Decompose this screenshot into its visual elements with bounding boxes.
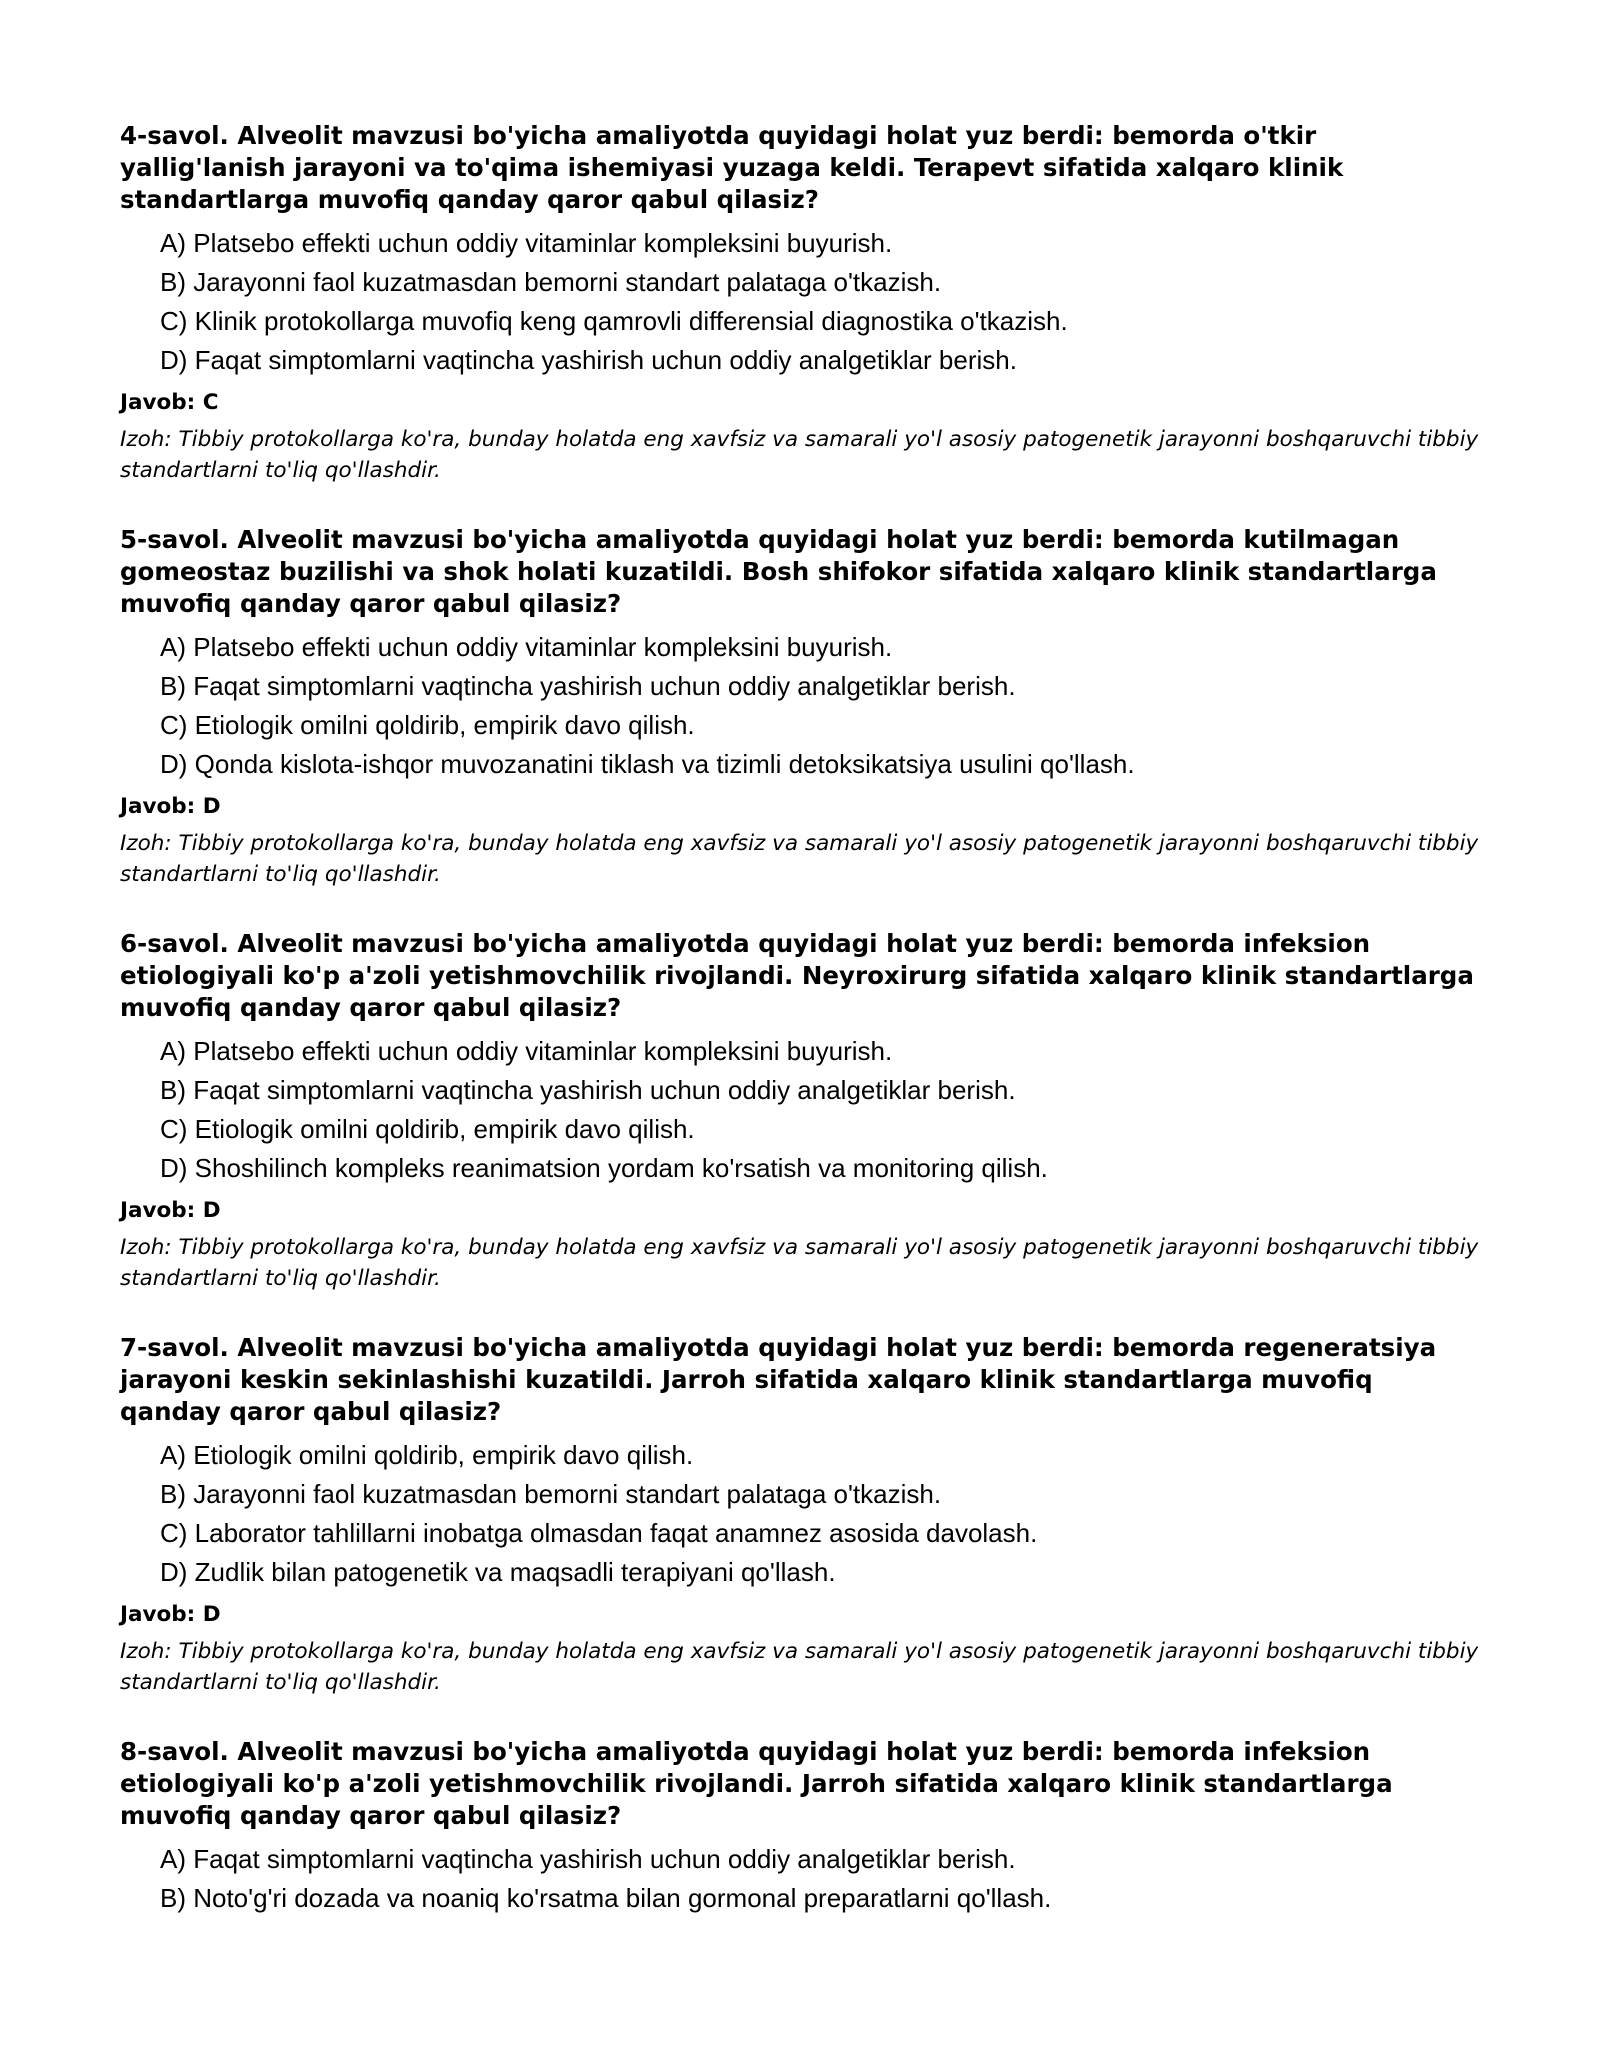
question-text: 7-savol. Alveolit mavzusi bo'yicha amaliyotda quyidagi holat yuz berdi: bemorda regeneratsiya jarayoni keskin sekinlashishi kuzatildi. Jarroh sifatida xalqaro klinik standartlarga muvofiq qanday qaror qabul qilasiz? (120, 1333, 1437, 1426)
option-d: D) Qonda kislota-ishqor muvozanatini tiklash va tizimli detoksikatsiya usulini qo'llash. (160, 749, 1135, 779)
explanation: Izoh: Tibbiy protokollarga ko'ra, bunday holatda eng xavfsiz va samarali yo'l asosiy patogenetik jarayonni boshqaruvchi tibbiy standartlarni to'liq qo'llashdir. (120, 1235, 1479, 1291)
document-page (120, 120, 1480, 1956)
option-b: B) Faqat simptomlarni vaqtincha yashirish uchun oddiy analgetiklar berish. (160, 671, 1016, 701)
option-a: A) Faqat simptomlarni vaqtincha yashirish uchun oddiy analgetiklar berish. (160, 1844, 1016, 1874)
option-a: A) Platsebo effekti uchun oddiy vitaminlar kompleksini buyurish. (160, 632, 893, 662)
question-text: 5-savol. Alveolit mavzusi bo'yicha amaliyotda quyidagi holat yuz berdi: bemorda kutilmagan gomeostaz buzilishi va shok holati kuzatildi. Bosh shifokor sifatida xalqaro klinik standartlarga muvofiq qanday qaror qabul qilasiz? (120, 525, 1437, 618)
option-d: D) Zudlik bilan patogenetik va maqsadli terapiyani qo'llash. (160, 1557, 836, 1587)
options-list (120, 1840, 1480, 1918)
option-a: A) Etiologik omilni qoldirib, empirik davo qilish. (160, 1440, 694, 1470)
option-a: A) Platsebo effekti uchun oddiy vitaminlar kompleksini buyurish. (160, 228, 893, 258)
option-d: D) Faqat simptomlarni vaqtincha yashirish uchun oddiy analgetiklar berish. (160, 345, 1017, 375)
answer: Javob: D (120, 1198, 221, 1223)
question-8 (120, 1736, 1480, 1918)
answer: Javob: D (120, 1602, 221, 1627)
explanation: Izoh: Tibbiy protokollarga ko'ra, bunday holatda eng xavfsiz va samarali yo'l asosiy patogenetik jarayonni boshqaruvchi tibbiy standartlarni to'liq qo'llashdir. (120, 1639, 1479, 1695)
question-7 (120, 1332, 1480, 1698)
option-c: C) Klinik protokollarga muvofiq keng qamrovli differensial diagnostika o'tkazish. (160, 306, 1068, 336)
question-text: 4-savol. Alveolit mavzusi bo'yicha amaliyotda quyidagi holat yuz berdi: bemorda o'tkir yallig'lanish jarayoni va to'qima ishemiyasi yuzaga keldi. Terapevt sifatida xalqaro klinik standartlarga muvofiq qanday qaror qabul qilasiz? (120, 121, 1344, 214)
option-b: B) Jarayonni faol kuzatmasdan bemorni standart palataga o'tkazish. (160, 267, 942, 297)
option-c: C) Etiologik omilni qoldirib, empirik davo qilish. (160, 710, 695, 740)
option-b: B) Faqat simptomlarni vaqtincha yashirish uchun oddiy analgetiklar berish. (160, 1075, 1016, 1105)
answer: Javob: C (120, 390, 219, 415)
question-text: 6-savol. Alveolit mavzusi bo'yicha amaliyotda quyidagi holat yuz berdi: bemorda infeksion etiologiyali ko'p a'zoli yetishmovchilik rivojlandi. Neyroxirurg sifatida xalqaro klinik standartlarga muvofiq qanday qaror qabul qilasiz? (120, 929, 1474, 1022)
options-list (120, 628, 1480, 784)
question-text: 8-savol. Alveolit mavzusi bo'yicha amaliyotda quyidagi holat yuz berdi: bemorda infeksion etiologiyali ko'p a'zoli yetishmovchilik rivojlandi. Jarroh sifatida xalqaro klinik standartlarga muvofiq qanday qaror qabul qilasiz? (120, 1737, 1393, 1830)
option-c: C) Laborator tahlillarni inobatga olmasdan faqat anamnez asosida davolash. (160, 1518, 1038, 1548)
options-list (120, 1032, 1480, 1188)
question-6 (120, 928, 1480, 1294)
question-5 (120, 524, 1480, 890)
option-b: B) Noto'g'ri dozada va noaniq ko'rsatma bilan gormonal preparatlarni qo'llash. (160, 1883, 1052, 1913)
option-d: D) Shoshilinch kompleks reanimatsion yordam ko'rsatish va monitoring qilish. (160, 1153, 1048, 1183)
question-4 (120, 120, 1480, 486)
option-b: B) Jarayonni faol kuzatmasdan bemorni standart palataga o'tkazish. (160, 1479, 942, 1509)
answer: Javob: D (120, 794, 221, 819)
explanation: Izoh: Tibbiy protokollarga ko'ra, bunday holatda eng xavfsiz va samarali yo'l asosiy patogenetik jarayonni boshqaruvchi tibbiy standartlarni to'liq qo'llashdir. (120, 427, 1479, 483)
options-list (120, 1436, 1480, 1592)
options-list (120, 224, 1480, 380)
option-a: A) Platsebo effekti uchun oddiy vitaminlar kompleksini buyurish. (160, 1036, 893, 1066)
explanation: Izoh: Tibbiy protokollarga ko'ra, bunday holatda eng xavfsiz va samarali yo'l asosiy patogenetik jarayonni boshqaruvchi tibbiy standartlarni to'liq qo'llashdir. (120, 831, 1479, 887)
option-c: C) Etiologik omilni qoldirib, empirik davo qilish. (160, 1114, 695, 1144)
